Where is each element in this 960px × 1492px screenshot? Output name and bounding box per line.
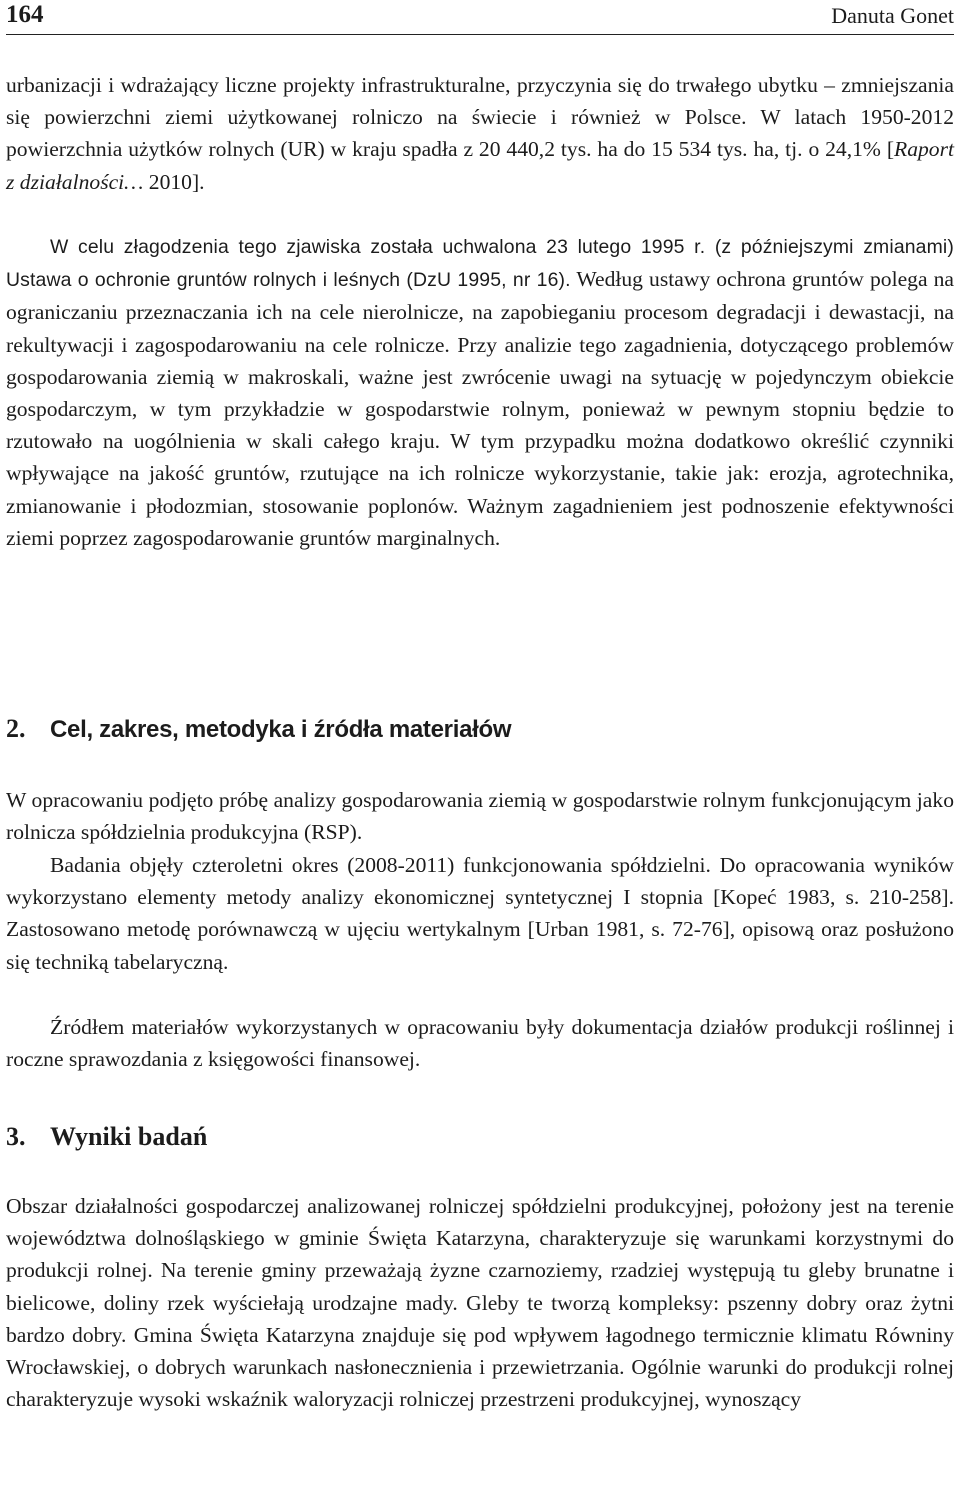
page-number: 164 [6,1,44,28]
section-number: 3. [6,1122,26,1151]
paragraph-text: Według ustawy ochrona gruntów polega na ograniczaniu przeznaczania ich na cele nierolnicze, na zapobieganiu procesom degradacji i dewastacji, na rekultywacji i zagospodarowaniu na cele rolnicze. Przy analizie tego zagadnienia, dotyczącego problemów gospodarowania ziemią w makroskali, ważne jest zwrócenie uwagi na sytuację w pojedynczym obiekcie gospodarczym, w tym przykładzie w gospodarstwie rolnym, ponieważ w pewnym stopniu będzie to rzutowało na uogólnienia w skali całego kraju. W tym przypadku można dodatkowo określić czynniki wpływające na jakość gruntów, rzutujące na ich rolnicze wykorzystanie, takie jak: erozja, agrotechnika, zmianowanie i płodozmian, stosowanie poplonów. Ważnym zagadnieniem jest podnoszenie efektywności ziemi poprzez zagospodarowanie gruntów marginalnych. [6,267,954,550]
citation-raport: Raport z działalności… [6,137,954,194]
section-title: Wyniki badań [50,1122,208,1151]
section-number: 2. [6,714,26,743]
act-reference-text: W celu złagodzenia tego zjawiska została uchwalona 23 lutego 1995 r. (z późniejszymi zmianami) Ustawa o ochronie gruntów rolnych i leśnych (DzU 1995, nr 16). [6,236,954,292]
section-title: Cel, zakres, metodyka i źródła materiałów [50,716,512,743]
running-head-author: Danuta Gonet [831,3,954,28]
paragraph-sources: Źródłem materiałów wykorzystanych w opracowaniu były dokumentacja działów produkcji roślinnej i roczne sprawozdania z księgowości finansowej. [6,1015,954,1072]
paragraph-results: Obszar działalności gospodarczej analizowanej rolniczej spółdzielni produkcyjnej, położony jest na terenie województwa dolnośląskiego w gminie Święta Katarzyna, charakteryzuje się warunkami korzystnymi do produkcji rolnej. Na terenie gminy przeważają żyzne czarnoziemy, rzadziej występują tu gleby brunatne i bielicowe, doliny rzek wyściełają urodzajne mady. Gleby te tworzą kompleksy: pszenny dobry oraz żytni bardzo dobry. Gmina Święta Katarzyna znajduje się pod wpływem łagodnego termicznie klimatu Równiny Wrocławskiej, o dobrych warunkach nasłonecznienia i przewietrzania. Ogólnie warunki do produkcji rolnej charakteryzuje wysoki wskaźnik waloryzacji rolniczej przestrzeni produkcyjnej, wynoszący [6,1194,954,1412]
section-heading-3 [6,1121,207,1153]
paragraph-aim: W opracowaniu podjęto próbę analizy gospodarowania ziemią w gospodarstwie rolnym funkcjonującym jako rolnicza spółdzielnia produkcyjna (RSP). [6,788,954,845]
paragraph-land-protection-act [6,230,954,554]
section-heading-2 [6,713,511,746]
paragraph-urbanization [6,69,954,198]
paragraph-text: 2010]. [143,169,205,194]
paragraph-methods: Badania objęły czteroletni okres (2008-2011) funkcjonowania spółdzielni. Do opracowania wyników wykorzystano elementy metody analizy ekonomicznej syntetycznej I stopnia [Kopeć 1983, s. 210-258]. Zastosowano metodę porównawczą w ujęciu wertykalnym [Urban 1981, s. 72-76], opisową oraz posłużono się techniką tabelaryczną. [6,853,954,974]
paragraph-text: urbanizacji i wdrażający liczne projekty infrastrukturalne, przyczynia się do trwałego ubytku – zmniejszania się powierzchni ziemi użytkowanej rolniczo na świecie i również w Polsce. W latach 1950-2012 powierzchnia użytków rolnych (UR) w kraju spadła z 20 440,2 tys. ha do 15 534 tys. ha, tj. o 24,1% [ [6,73,954,162]
page-header [6,0,954,35]
